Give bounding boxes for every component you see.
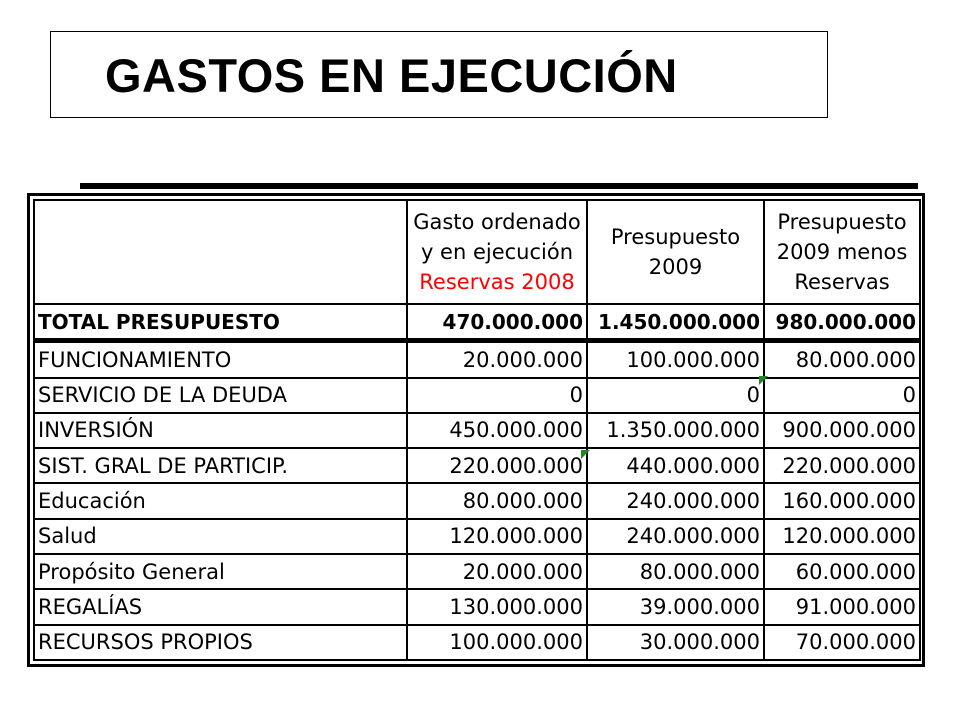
cell-reservas-2008: 0: [407, 378, 587, 413]
row-label: REGALÍAS: [34, 589, 407, 624]
cell-menos-reservas: 160.000.000: [764, 483, 920, 518]
row-label: SIST. GRAL DE PARTICIP.: [34, 448, 407, 483]
cell-reservas-2008: 80.000.000: [407, 483, 587, 518]
cell-presupuesto-2009: 1.450.000.000: [587, 304, 764, 341]
table-row: [34, 378, 920, 413]
cell-presupuesto-2009: 30.000.000: [587, 625, 764, 660]
cell-menos-reservas: 220.000.000: [764, 448, 920, 483]
header-text: y en ejecución: [420, 239, 574, 264]
cell-presupuesto-2009: 39.000.000: [587, 589, 764, 624]
header-text: Gasto ordenado: [413, 209, 581, 234]
table-row: [34, 483, 920, 518]
header-presupuesto-2009: [587, 200, 764, 304]
row-label: FUNCIONAMIENTO: [34, 341, 407, 378]
cell-menos-reservas: 980.000.000: [764, 304, 920, 341]
header-text: 2009: [648, 254, 703, 279]
header-reservas-2008: [407, 200, 587, 304]
cell-menos-reservas: 60.000.000: [764, 554, 920, 589]
table-row: [34, 519, 920, 554]
cell-reservas-2008: 220.000.000: [407, 448, 587, 483]
row-label: RECURSOS PROPIOS: [34, 625, 407, 660]
cell-presupuesto-2009: 1.350.000.000: [587, 413, 764, 448]
cell-menos-reservas: 70.000.000: [764, 625, 920, 660]
cell-menos-reservas: 0: [764, 378, 920, 413]
row-label: SERVICIO DE LA DEUDA: [34, 378, 407, 413]
row-label: INVERSIÓN: [34, 413, 407, 448]
header-text: Presupuesto: [777, 209, 907, 234]
budget-table-frame: [27, 193, 925, 667]
row-label: Salud: [34, 519, 407, 554]
row-label: TOTAL PRESUPUESTO: [34, 304, 407, 341]
header-row: [34, 200, 920, 304]
cell-presupuesto-2009: 240.000.000: [587, 483, 764, 518]
table-row: [34, 413, 920, 448]
header-text-reservas: Reservas 2008: [419, 269, 575, 294]
row-label: Educación: [34, 483, 407, 518]
cell-presupuesto-2009: 100.000.000: [587, 341, 764, 378]
row-label: Propósito General: [34, 554, 407, 589]
table-row: [34, 589, 920, 624]
cell-menos-reservas: 91.000.000: [764, 589, 920, 624]
cell-menos-reservas: 900.000.000: [764, 413, 920, 448]
table-row: [34, 448, 920, 483]
table-row: [34, 554, 920, 589]
cell-reservas-2008: 20.000.000: [407, 341, 587, 378]
cell-reservas-2008: 100.000.000: [407, 625, 587, 660]
table-row: [34, 625, 920, 660]
cell-presupuesto-2009: 80.000.000: [587, 554, 764, 589]
cell-reservas-2008: 120.000.000: [407, 519, 587, 554]
title-box: [50, 31, 828, 118]
cell-menos-reservas: 80.000.000: [764, 341, 920, 378]
cell-reservas-2008: 470.000.000: [407, 304, 587, 341]
header-text: Reservas: [794, 269, 890, 294]
header-menos-reservas: [764, 200, 920, 304]
header-empty-cell: [34, 200, 407, 304]
cell-reservas-2008: 20.000.000: [407, 554, 587, 589]
cell-reservas-2008: 130.000.000: [407, 589, 587, 624]
cell-comment-marker-icon: [581, 450, 590, 459]
cell-menos-reservas: 120.000.000: [764, 519, 920, 554]
header-text: 2009 menos: [776, 239, 908, 264]
total-row: [34, 304, 920, 341]
cell-presupuesto-2009: 440.000.000: [587, 448, 764, 483]
cell-presupuesto-2009: 0: [587, 378, 764, 413]
divider-rule: [80, 183, 918, 189]
page-title: GASTOS EN EJECUCIÓN: [105, 49, 678, 102]
cell-reservas-2008: 450.000.000: [407, 413, 587, 448]
header-text: Presupuesto: [610, 224, 741, 249]
cell-comment-marker-icon: [759, 376, 768, 385]
table-row: [34, 341, 920, 378]
cell-presupuesto-2009: 240.000.000: [587, 519, 764, 554]
budget-table: [33, 199, 921, 661]
